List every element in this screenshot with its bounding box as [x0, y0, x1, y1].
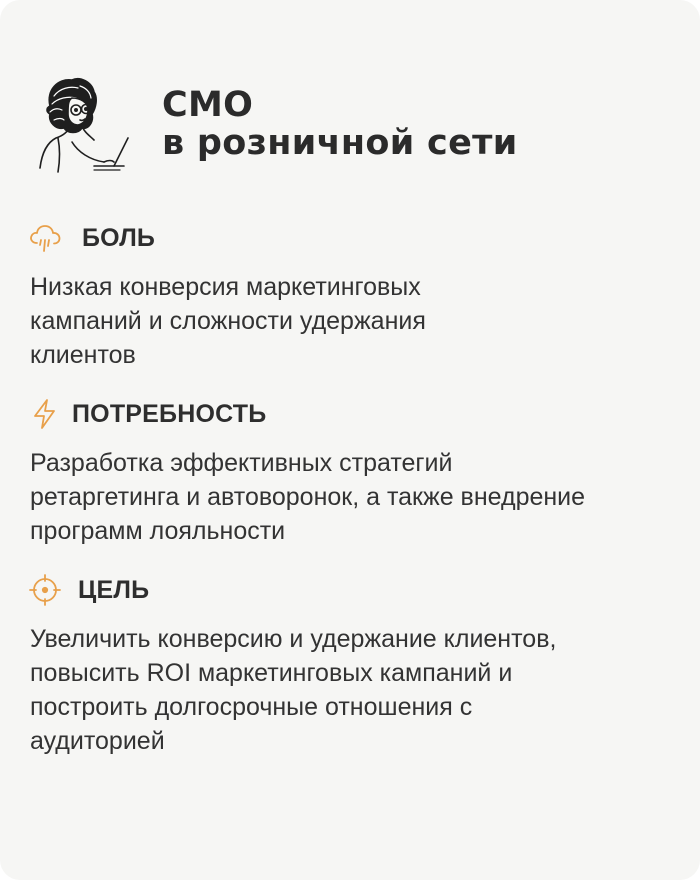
cloud-rain-icon [28, 221, 62, 255]
section-label: ПОТРЕБНОСТЬ [72, 399, 267, 428]
section-label: БОЛЬ [82, 223, 156, 252]
target-icon [28, 573, 62, 607]
section-need [28, 396, 678, 548]
section-description: Увеличить конверсию и удержание клиентов, повысить ROI маркетинговых кампаний и построить долгосрочные отношения с аудиторией [30, 625, 557, 755]
section-label: ЦЕЛЬ [78, 575, 150, 604]
section-pain [28, 220, 678, 372]
section-description: Низкая конверсия маркетинговых кампаний и сложности удержания клиентов [30, 273, 426, 369]
section-description: Разработка эффективных стратегий ретаргетинга и автоворонок, а также внедрение программ лояльности [30, 449, 586, 545]
title-line-context: в розничной сети [162, 123, 518, 163]
section-header [28, 572, 678, 608]
section-header [28, 396, 678, 432]
page-title [162, 86, 518, 162]
persona-illustration [28, 72, 132, 182]
section-goal [28, 572, 678, 758]
lightning-icon [28, 397, 62, 431]
title-line-role: CMO [162, 85, 254, 125]
section-header [28, 220, 678, 256]
